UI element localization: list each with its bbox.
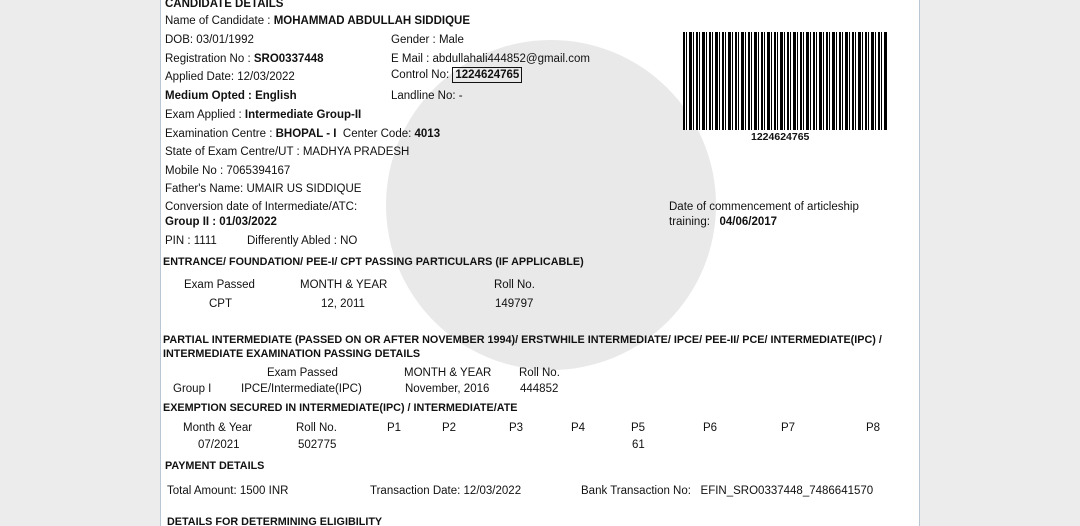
candidate-details-title: CANDIDATE DETAILS xyxy=(165,0,284,10)
partial-group: Group I xyxy=(173,383,212,395)
bank-transaction-row xyxy=(581,485,873,498)
landline: Landline No: - xyxy=(391,90,463,102)
entrance-exam-value: CPT xyxy=(209,298,232,310)
control-row xyxy=(391,69,522,82)
articleship-row xyxy=(669,216,777,229)
partial-title-line1: PARTIAL INTERMEDIATE (PASSED ON OR AFTER NOVEMBER 1994)/ ERSTWHILE INTERMEDIATE/ IPCE/ PEE-II/ PCE/ INTERMEDIATE(IPC) / xyxy=(163,334,882,346)
candidate-name-row xyxy=(165,15,470,28)
partial-header-month: MONTH & YEAR xyxy=(404,367,492,379)
centre-label: Examination Centre : xyxy=(165,128,273,140)
articleship-value: 04/06/2017 xyxy=(719,216,778,228)
bank-transaction-value: EFIN_SRO0337448_7486641570 xyxy=(700,485,874,497)
exemption-header-p4: P4 xyxy=(571,422,586,434)
exemption-header-p2: P2 xyxy=(442,422,457,434)
exemption-header-month: Month & Year xyxy=(183,422,253,434)
barcode-number: 1224624765 xyxy=(751,131,810,143)
exemption-roll-value: 502775 xyxy=(298,439,337,451)
partial-exam-value: IPCE/Intermediate(IPC) xyxy=(241,383,362,395)
gender: Gender : Male xyxy=(391,34,464,46)
control-value: 1224624765 xyxy=(452,67,522,83)
partial-roll-value: 444852 xyxy=(520,383,559,395)
articleship-training-label: training: xyxy=(669,216,710,228)
conversion-label: Conversion date of Intermediate/ATC: xyxy=(165,201,358,213)
mobile: Mobile No : 7065394167 xyxy=(165,165,291,177)
registration-row xyxy=(165,53,324,66)
entrance-title: ENTRANCE/ FOUNDATION/ PEE-I/ CPT PASSING PARTICULARS (IF APPLICABLE) xyxy=(163,256,584,268)
name-label: Name of Candidate : xyxy=(165,15,271,27)
center-code-label: Center Code: xyxy=(342,128,412,140)
name-value: MOHAMMAD ABDULLAH SIDDIQUE xyxy=(273,15,471,27)
payment-total: Total Amount: 1500 INR xyxy=(167,485,289,497)
exemption-header-p3: P3 xyxy=(509,422,524,434)
centre-value: BHOPAL - I xyxy=(275,128,337,140)
exam-centre-row xyxy=(165,128,440,141)
father-name: Father's Name: UMAIR US SIDDIQUE xyxy=(165,183,362,195)
entrance-header-roll: Roll No. xyxy=(494,279,535,291)
differently-abled: Differently Abled : NO xyxy=(247,235,358,247)
pin: PIN : 1111 xyxy=(165,235,217,247)
conversion-value: Group II : 01/03/2022 xyxy=(165,216,277,228)
center-code-value: 4013 xyxy=(414,128,441,140)
exemption-header-p8: P8 xyxy=(866,422,881,434)
entrance-roll-value: 149797 xyxy=(495,298,534,310)
entrance-header-exam: Exam Passed xyxy=(184,279,255,291)
email: E Mail : abdullahali444852@gmail.com xyxy=(391,53,590,65)
exam-applied-row xyxy=(165,109,361,122)
partial-header-roll: Roll No. xyxy=(519,367,560,379)
applied-date: Applied Date: 12/03/2022 xyxy=(165,71,295,83)
exemption-header-p5: P5 xyxy=(631,422,646,434)
payment-transaction-date: Transaction Date: 12/03/2022 xyxy=(370,485,522,497)
exemption-header-roll: Roll No. xyxy=(296,422,337,434)
partial-header-exam: Exam Passed xyxy=(267,367,338,379)
exemption-month-value: 07/2021 xyxy=(198,439,240,451)
exam-applied-label: Exam Applied : xyxy=(165,109,242,121)
dob: DOB: 03/01/1992 xyxy=(165,34,254,46)
exemption-header-p7: P7 xyxy=(781,422,796,434)
articleship-label: Date of commencement of articleship xyxy=(669,201,859,213)
registration-label: Registration No : xyxy=(165,53,251,65)
exemption-header-p6: P6 xyxy=(703,422,718,434)
exam-applied-value: Intermediate Group-II xyxy=(244,109,362,121)
bank-transaction-label: Bank Transaction No: xyxy=(581,485,691,497)
registration-value: SRO0337448 xyxy=(253,53,324,65)
partial-title-line2: INTERMEDIATE EXAMINATION PASSING DETAILS xyxy=(163,348,421,360)
admit-document xyxy=(160,0,920,526)
exemption-title: EXEMPTION SECURED IN INTERMEDIATE(IPC) / INTERMEDIATE/ATE xyxy=(163,402,518,414)
exam-state: State of Exam Centre/UT : MADHYA PRADESH xyxy=(165,146,410,158)
entrance-header-month: MONTH & YEAR xyxy=(300,279,388,291)
exemption-header-p1: P1 xyxy=(387,422,402,434)
exemption-p5-value: 61 xyxy=(632,439,645,451)
partial-month-value: November, 2016 xyxy=(405,383,490,395)
eligibility-title: DETAILS FOR DETERMINING ELIGIBILITY xyxy=(167,516,383,526)
payment-title: PAYMENT DETAILS xyxy=(165,460,265,472)
control-label: Control No: xyxy=(391,69,450,81)
barcode-image xyxy=(683,32,888,130)
entrance-month-value: 12, 2011 xyxy=(321,298,365,310)
medium-opted: Medium Opted : English xyxy=(165,90,297,102)
